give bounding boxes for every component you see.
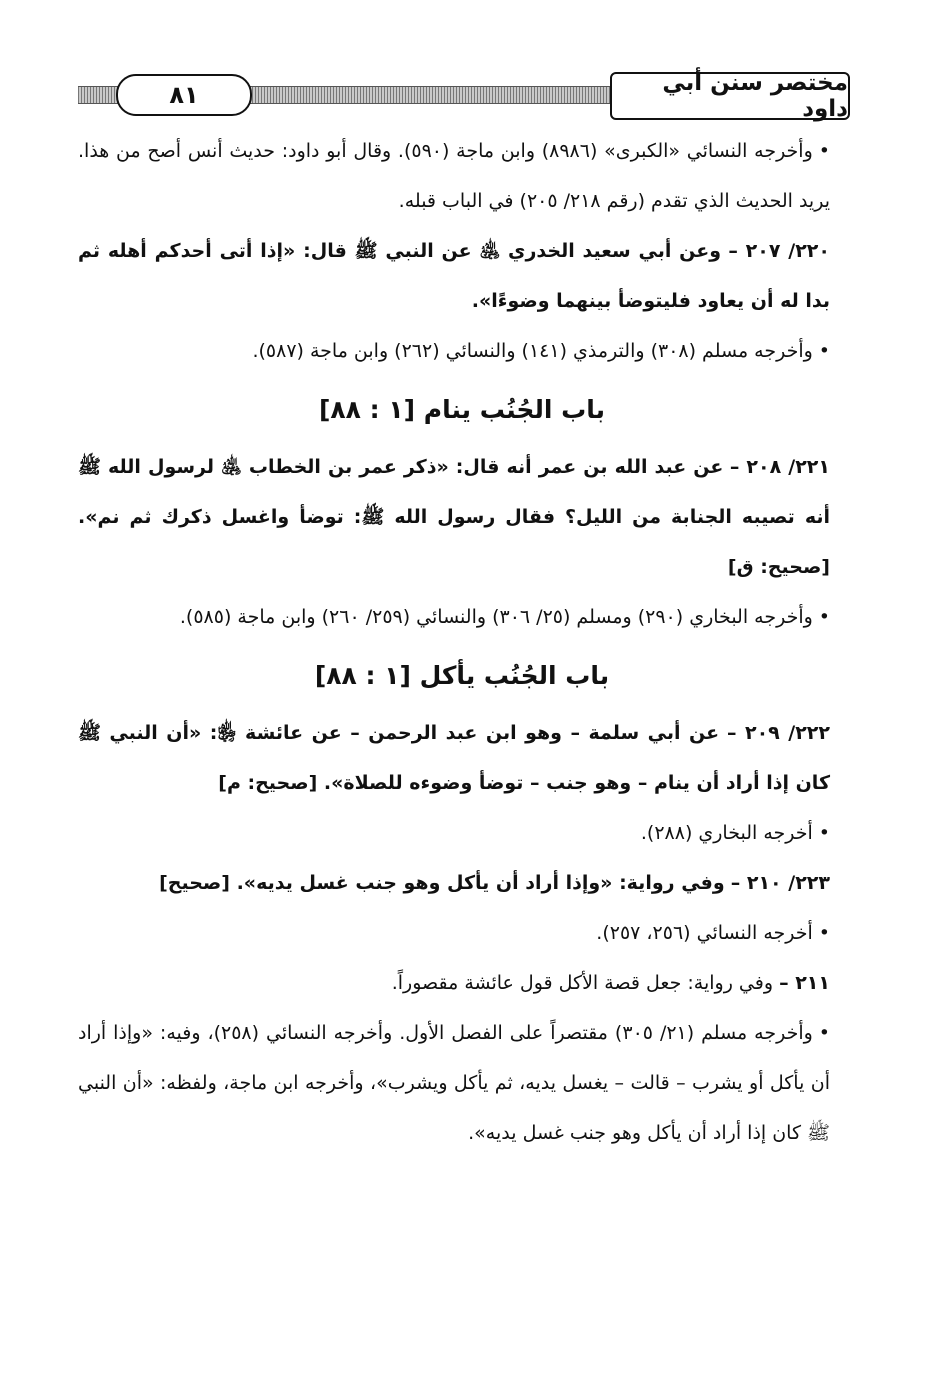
note-paragraph: •وأخرجه البخاري (٢٩٠) ومسلم (٢٥/ ٣٠٦) والنسائي (٢٥٩/ ٢٦٠) وابن ماجة (٥٨٥). [179, 606, 830, 628]
page-body [78, 126, 846, 1158]
hadith-text: وفي رواية: «وإذا أراد أن يأكل وهو جنب غسل يديه». [صحيح] [159, 872, 725, 894]
hadith-number: ٢٢٣/ ٢١٠ – [730, 872, 830, 894]
note-paragraph: •وأخرجه مسلم (٣٠٨) والترمذي (١٤١) والنسائي (٢٦٢) وابن ماجة (٥٨٧). [252, 340, 830, 362]
running-header [78, 70, 850, 122]
hadith-paragraph [78, 226, 846, 326]
bullet-icon: • [818, 922, 830, 944]
bullet-icon: • [818, 340, 830, 362]
plain-paragraph [78, 958, 846, 1008]
note-paragraph: •أخرجه النسائي (٢٥٦، ٢٥٧). [596, 922, 830, 944]
bullet-icon: • [818, 140, 830, 162]
hadith-number: ٢٢٠/ ٢٠٧ – [728, 240, 830, 262]
hadith-paragraph [78, 442, 846, 592]
chapter-heading: باب الجُنُب يأكل [١ : ٨٨] [314, 661, 610, 690]
book-title: مختصر سنن أبي داود [610, 72, 850, 120]
hadith-paragraph [78, 858, 846, 908]
hadith-text: عن أبي سلمة – وهو ابن عبد الرحمن – عن عائشة ﵂: «أن النبي ﷺ كان إذا أراد أن ينام – وهو جنب – توضأ وضوءه للصلاة». [صحيح: م] [78, 722, 830, 794]
note-paragraph: •وأخرجه مسلم (٢١/ ٣٠٥) مقتصراً على الفصل الأول. وأخرجه النسائي (٢٥٨)، وفيه: «وإذا أراد أن يأكل أو يشرب – قالت – يغسل يديه، ثم يأكل ويشرب»، وأخرجه ابن ماجة، ولفظه: «أن النبي ﷺ كان إذا أراد أن يأكل وهو جنب غسل يديه». [78, 1022, 830, 1144]
page-number: ٨١ [116, 74, 252, 116]
hadith-number: ٢٢٢/ ٢٠٩ – [726, 722, 830, 744]
hadith-text: عن عبد الله بن عمر أنه قال: «ذكر عمر بن الخطاب ﵁ لرسول الله ﷺ أنه تصيبه الجنابة من الليل؟ فقال رسول الله ﷺ: توضأ واغسل ذكرك ثم نم». [صحيح: ق] [78, 456, 830, 578]
hadith-number: ٢١١ – [779, 972, 830, 994]
hadith-text: وعن أبي سعيد الخدري ﵁ عن النبي ﷺ قال: «إذا أتى أحدكم أهله ثم بدا له أن يعاود فليتوضأ بينهما وضوءًا». [78, 240, 830, 312]
note-paragraph: •أخرجه البخاري (٢٨٨). [640, 822, 830, 844]
plain-text: وفي رواية: جعل قصة الأكل قول عائشة مقصوراً. [391, 972, 774, 994]
hadith-number: ٢٢١/ ٢٠٨ – [729, 456, 830, 478]
bullet-icon: • [818, 606, 830, 628]
chapter-heading: باب الجُنُب ينام [١ : ٨٨] [318, 395, 606, 424]
hadith-paragraph [78, 708, 846, 808]
note-paragraph: •وأخرجه النسائي «الكبرى» (٨٩٨٦) وابن ماجة (٥٩٠). وقال أبو داود: حديث أنس أصح من هذا. يريد الحديث الذي تقدم (رقم ٢١٨/ ٢٠٥) في الباب قبله. [78, 140, 830, 212]
bullet-icon: • [818, 1022, 830, 1044]
bullet-icon: • [818, 822, 830, 844]
